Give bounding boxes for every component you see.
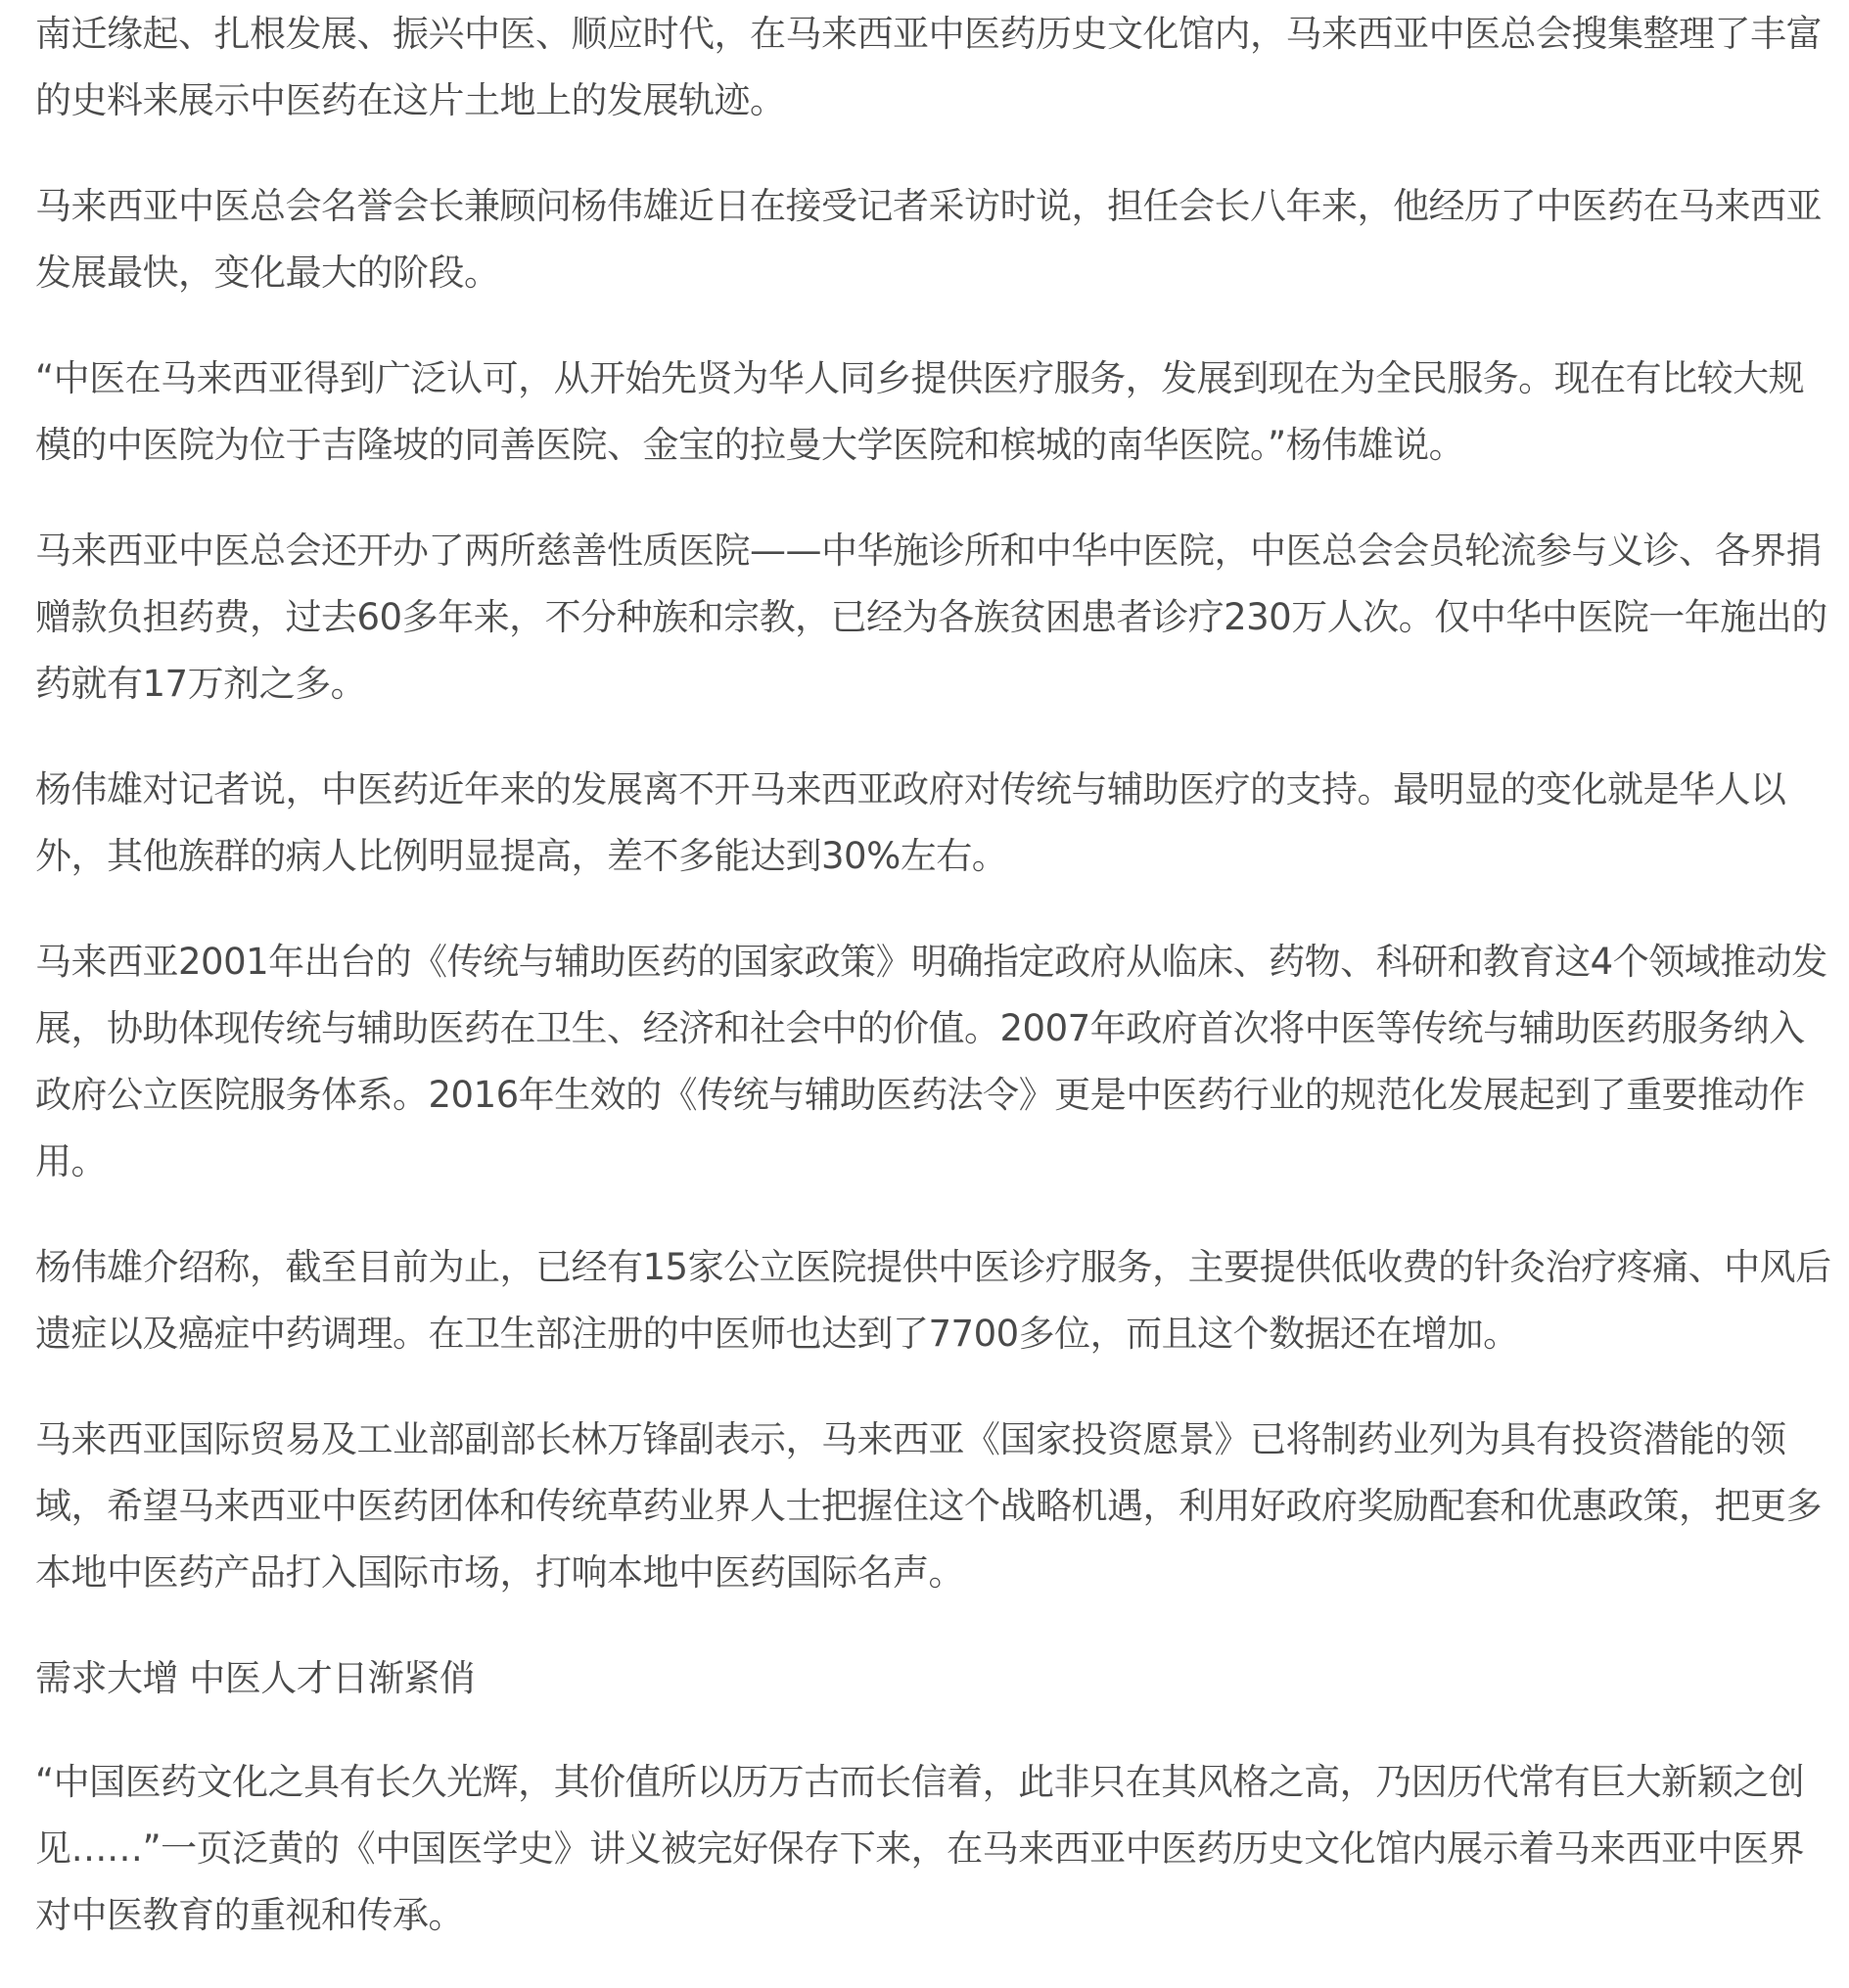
paragraph-education-history: “中国医药文化之具有长久光辉，其价值所以历万古而长信着，此非只在其风格之高，乃因历代常有巨大新颖之创见……”一页泛黄的《中国医学史》讲义被完好保存下来，在马来西亚中医药历史文化馆内展示着马来西亚中医界对中医教育的重视和传承。 [35, 1761, 1805, 1936]
paragraph-honorary-president: 马来西亚中医总会名誉会长兼顾问杨伟雄近日在接受记者采访时说，担任会长八年来，他经历了中医药在马来西亚发展最快，变化最大的阶段。 [35, 185, 1822, 294]
article-body [35, 0, 1836, 1988]
paragraph-public-hospitals: 杨伟雄介绍称，截至目前为止，已经有15家公立医院提供中医诊疗服务，主要提供低收费的针灸治疗疼痛、中风后遗症以及癌症中药调理。在卫生部注册的中医师也达到了7700多位，而且这个数据还在增加。 [35, 1246, 1831, 1355]
paragraph-government-support: 杨伟雄对记者说，中医药近年来的发展离不开马来西亚政府对传统与辅助医疗的支持。最明显的变化就是华人以外，其他族群的病人比例明显提高，差不多能达到30%左右。 [35, 768, 1786, 877]
paragraph-intro: 南迁缘起、扎根发展、振兴中医、顺应时代，在马来西亚中医药历史文化馆内，马来西亚中医总会搜集整理了丰富的史料来展示中医药在这片土地上的发展轨迹。 [35, 13, 1822, 121]
paragraph-charity-hospitals: 马来西亚中医总会还开办了两所慈善性质医院——中华施诊所和中华中医院，中医总会会员轮流参与义诊、各界捐赠款负担药费，过去60多年来，不分种族和宗教，已经为各族贫困患者诊疗230万人次。仅中华中医院一年施出的药就有17万剂之多。 [35, 530, 1827, 705]
section-subheading: 需求大增 中医人才日渐紧俏 [35, 1657, 476, 1699]
paragraph-quote-hospitals: “中医在马来西亚得到广泛认可，从开始先贤为华人同乡提供医疗服务，发展到现在为全民服务。现在有比较大规模的中医院为位于吉隆坡的同善医院、金宝的拉曼大学医院和槟城的南华医院。”杨伟雄说。 [35, 357, 1805, 466]
paragraph-trade-ministry: 马来西亚国际贸易及工业部副部长林万锋副表示，马来西亚《国家投资愿景》已将制药业列为具有投资潜能的领域，希望马来西亚中医药团体和传统草药业界人士把握住这个战略机遇，利用好政府奖励配套和优惠政策，把更多本地中医药产品打入国际市场，打响本地中医药国际名声。 [35, 1418, 1822, 1594]
paragraph-national-policy: 马来西亚2001年出台的《传统与辅助医药的国家政策》明确指定政府从临床、药物、科研和教育这4个领域推动发展，协助体现传统与辅助医药在卫生、经济和社会中的价值。2007年政府首次将中医等传统与辅助医药服务纳入政府公立医院服务体系。2016年生效的《传统与辅助医药法令》更是中医药行业的规范化发展起到了重要推动作用。 [35, 941, 1827, 1182]
